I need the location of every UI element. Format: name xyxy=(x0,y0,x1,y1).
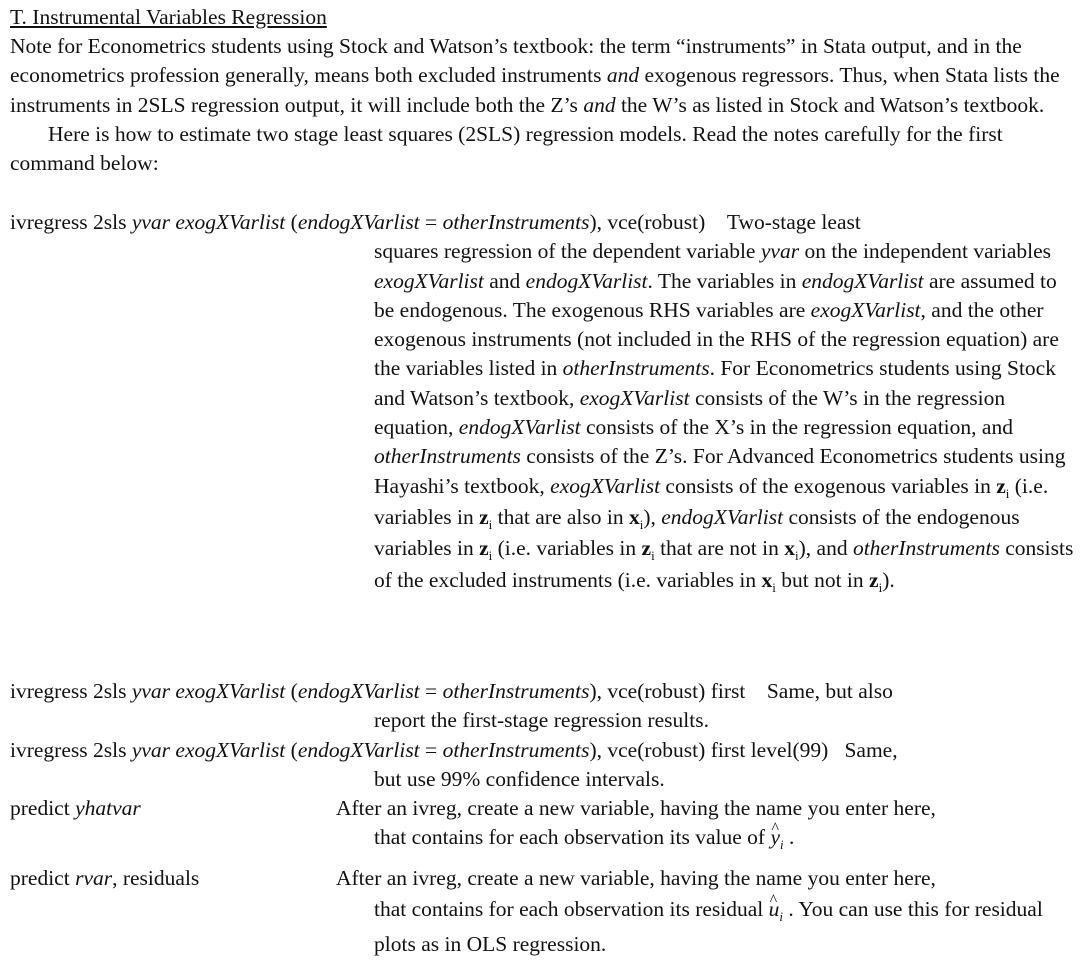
u-hat-symbol: ^ $u_i$ xyxy=(769,893,783,928)
command-description-start: After an ivreg, create a new variable, having the name you enter here, xyxy=(336,866,936,890)
command-entry-2sls xyxy=(10,208,1076,597)
command-syntax: predict yhatvar xyxy=(10,796,141,820)
command-syntax: ivregress 2sls yvar exogXVarlist (endogXVarlist = otherInstruments), vce(robust) first xyxy=(10,679,746,703)
command-syntax: predict rvar, residuals xyxy=(10,866,200,890)
command-entry-first: ivregress 2sls yvar exogXVarlist (endogXVarlist = otherInstruments), vce(robust) first Same, but also report the first-stage regression results. xyxy=(10,677,1076,736)
section-title: T. Instrumental Variables Regression xyxy=(10,5,327,29)
command-description: squares regression of the dependent variable yvar on the independent variables exogXVarlist and endogXVarlist. The variables in endogXVarlist are assumed to be endogenous. The exogenous RHS variables are exogXVarlist, and the other exogenous instruments (not included in the RHS of the regression equation) are the variables listed in otherInstruments. For Econometrics students using Stock and Watson’s textbook, exogXVarlist consists of the W’s in the regression equation, endogXVarlist consists of the X’s in the regression equation, and otherInstruments consists of the Z’s. For Advanced Econometrics students using Hayashi’s textbook, exogXVarlist consists of the exogenous variables in $z_i$ (i.e. variables in $z_i$ that are also in $x_i$), endogXVarlist consists of the endogenous variables in $z_i$ (i.e. variables in $z_i$ that are not in $x_i$), and otherInstruments consists of the excluded instruments (i.e. variables in $x_i$ but not in $z_i$). xyxy=(374,239,1074,595)
command-entry-level99: ivregress 2sls yvar exogXVarlist (endogXVarlist = otherInstruments), vce(robust) first level(99) Same, but use 99% confidence intervals. xyxy=(10,736,1076,795)
stock-watson-note: Note for Econometrics students using Stock and Watson’s textbook: the term “instruments” in Stata output, and in the econometrics profession generally, means both excluded instruments and exogenous regressors. Thus, when Stata lists the instruments in 2SLS regression output, it will include both the Z’s and the W’s as listed in Stock and Watson’s textbook. xyxy=(10,34,1060,117)
command-description-start: Two-stage least xyxy=(726,210,861,234)
command-syntax: ivregress 2sls yvar exogXVarlist (endogXVarlist = otherInstruments), vce(robust) first level(99) xyxy=(10,738,829,762)
command-description: that contains for each observation its value of ^ $y_i$ . xyxy=(374,823,1076,854)
instructions-paragraph: Here is how to estimate two stage least squares (2SLS) regression models. Read the notes carefully for the first command below: xyxy=(10,121,1003,176)
intro-notes xyxy=(10,32,1076,178)
command-description: that contains for each observation its residual ^ $u_i$ . You can use this for residual plots as in OLS regression. xyxy=(374,893,1076,961)
command-description: but use 99% confidence intervals. xyxy=(374,767,665,792)
y-hat-symbol: ^ $y_i$ xyxy=(770,823,783,854)
command-description-start: After an ivreg, create a new variable, having the name you enter here, xyxy=(336,796,936,820)
command-description: report the first-stage regression results. xyxy=(374,708,709,733)
command-syntax: ivregress 2sls yvar exogXVarlist (endogXVarlist = otherInstruments), vce(robust) xyxy=(10,210,706,234)
